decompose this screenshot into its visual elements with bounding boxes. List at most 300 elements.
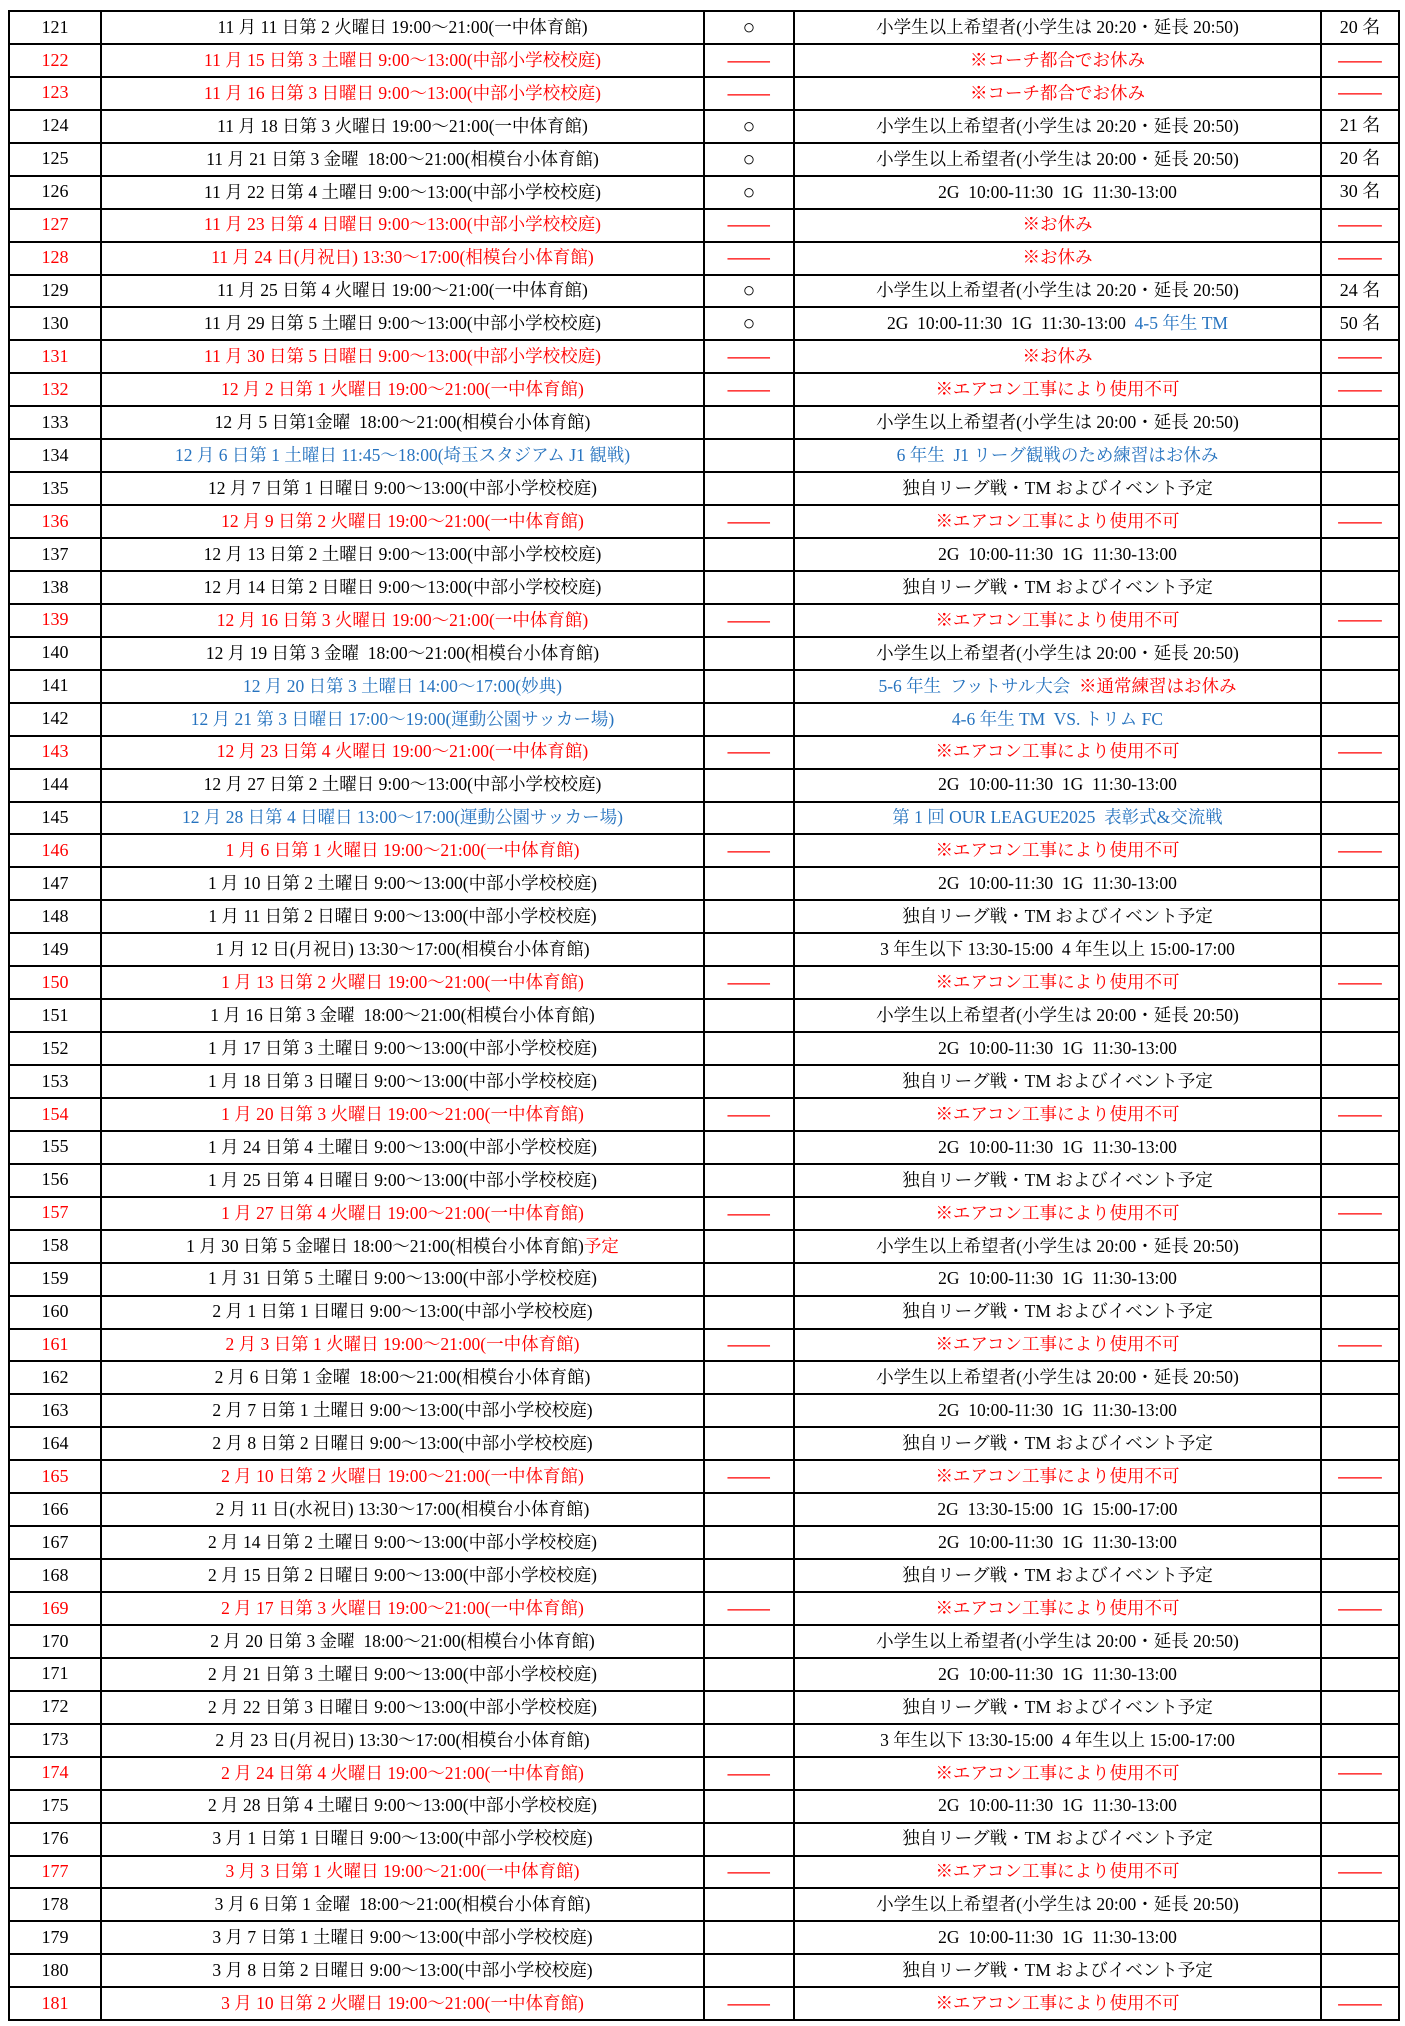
attendance-count [1321, 1559, 1399, 1592]
circle-mark: ○ [742, 278, 756, 303]
row-number: 172 [9, 1691, 101, 1724]
row-number: 148 [9, 900, 101, 933]
dash-mark: — [728, 609, 770, 630]
table-row [9, 604, 1399, 637]
session-detail [794, 373, 1321, 406]
table-row [9, 571, 1399, 604]
table-row [9, 933, 1399, 966]
date-time-venue [101, 1592, 704, 1625]
session-detail [794, 1987, 1321, 2020]
date-time-venue [101, 900, 704, 933]
row-number: 168 [9, 1559, 101, 1592]
text-segment: 12 月 7 日第 1 日曜日 9:00〜13:00(中部小学校校庭) [208, 477, 597, 498]
session-detail [794, 1625, 1321, 1658]
table-row [9, 505, 1399, 538]
row-number: 126 [9, 176, 101, 209]
text-segment: 1 月 6 日第 1 火曜日 19:00〜21:00(一中体育館) [225, 840, 580, 861]
text-segment: 小学生以上希望者(小学生は 20:00・延長 20:50) [876, 412, 1239, 433]
attendance-count [1321, 1131, 1399, 1164]
text-segment: 21 名 [1339, 115, 1381, 136]
held-marker [704, 406, 794, 439]
row-number: 134 [9, 439, 101, 472]
session-detail [794, 1921, 1321, 1954]
text-segment: 予定 [583, 1235, 619, 1256]
table-row [9, 867, 1399, 900]
text-segment: ※エアコン工事により使用不可 [935, 972, 1180, 993]
session-detail [794, 571, 1321, 604]
text-segment: 第 1 回 OUR LEAGUE2025 表彰式&交流戦 [892, 807, 1223, 828]
session-detail [794, 670, 1321, 703]
date-time-venue [101, 176, 704, 209]
session-detail [794, 1361, 1321, 1394]
held-marker [704, 209, 794, 242]
row-number: 151 [9, 999, 101, 1032]
session-detail [794, 176, 1321, 209]
row-number: 154 [9, 1098, 101, 1131]
session-detail [794, 1065, 1321, 1098]
attendance-count [1321, 834, 1399, 867]
text-segment: 50 名 [1339, 313, 1381, 333]
row-number: 132 [9, 373, 101, 406]
dash-mark: — [1338, 609, 1382, 630]
text-segment: 小学生以上希望者(小学生は 20:20・延長 20:50) [876, 115, 1239, 136]
attendance-count [1321, 1823, 1399, 1856]
text-segment: 2G 10:00-11:30 1G 11:30-13:00 [938, 181, 1177, 202]
attendance-count [1321, 275, 1399, 308]
row-number: 128 [9, 242, 101, 275]
row-number: 143 [9, 736, 101, 769]
held-marker [704, 1559, 794, 1592]
date-time-venue [101, 1065, 704, 1098]
held-marker [704, 769, 794, 802]
attendance-count [1321, 472, 1399, 505]
table-row [9, 406, 1399, 439]
row-number: 166 [9, 1493, 101, 1526]
date-time-venue [101, 1658, 704, 1691]
session-detail [794, 1098, 1321, 1131]
text-segment: 12 月 5 日第1金曜 18:00〜21:00(相模台小体育館) [214, 412, 591, 433]
held-marker [704, 1460, 794, 1493]
date-time-venue [101, 1427, 704, 1460]
row-number: 167 [9, 1526, 101, 1559]
attendance-count [1321, 1394, 1399, 1427]
schedule-table-body [9, 11, 1399, 2020]
session-detail [794, 802, 1321, 835]
attendance-count [1321, 1592, 1399, 1625]
session-detail [794, 1658, 1321, 1691]
row-number: 147 [9, 867, 101, 900]
text-segment: 独自リーグ戦・TM およびイベント予定 [902, 1070, 1213, 1091]
date-time-venue [101, 802, 704, 835]
text-segment: 24 名 [1339, 280, 1381, 301]
table-row [9, 373, 1399, 406]
text-segment: 11 月 15 日第 3 土曜日 9:00〜13:00(中部小学校校庭) [204, 49, 601, 70]
date-time-venue [101, 209, 704, 242]
table-row [9, 1823, 1399, 1856]
attendance-count [1321, 439, 1399, 472]
held-marker [704, 275, 794, 308]
session-detail [794, 143, 1321, 176]
text-segment: ※エアコン工事により使用不可 [935, 1202, 1180, 1223]
text-segment: 2 月 20 日第 3 金曜 18:00〜21:00(相模台小体育館) [210, 1630, 595, 1651]
row-number: 123 [9, 77, 101, 110]
table-row [9, 1559, 1399, 1592]
text-segment: 12 月 28 日第 4 日曜日 13:00〜17:00(運動公園サッカー場) [181, 807, 624, 828]
session-detail [794, 736, 1321, 769]
text-segment: 2G 10:00-11:30 1G 11:30-13:00 [938, 1400, 1177, 1421]
row-number: 160 [9, 1296, 101, 1329]
text-segment: 12 月 23 日第 4 火曜日 19:00〜21:00(一中体育館) [216, 741, 589, 762]
text-segment: 2 月 23 日(月祝日) 13:30〜17:00(相模台小体育館) [215, 1729, 590, 1750]
held-marker [704, 1329, 794, 1362]
attendance-count [1321, 1856, 1399, 1889]
row-number: 181 [9, 1987, 101, 2020]
text-segment: ※エアコン工事により使用不可 [935, 840, 1180, 861]
text-segment: 3 月 10 日第 2 火曜日 19:00〜21:00(一中体育館) [221, 1993, 584, 2014]
date-time-venue [101, 703, 704, 736]
dash-mark: — [1338, 378, 1382, 399]
text-segment: 12 月 9 日第 2 火曜日 19:00〜21:00(一中体育館) [221, 510, 584, 531]
dash-mark: — [1338, 1465, 1382, 1486]
text-segment: ※エアコン工事により使用不可 [935, 1466, 1180, 1487]
held-marker [704, 900, 794, 933]
circle-mark: ○ [742, 179, 756, 204]
date-time-venue [101, 1263, 704, 1296]
text-segment: 11 月 11 日第 2 火曜日 19:00〜21:00(一中体育館) [217, 16, 588, 37]
attendance-count [1321, 670, 1399, 703]
attendance-count [1321, 1691, 1399, 1724]
held-marker [704, 802, 794, 835]
table-row [9, 1757, 1399, 1790]
text-segment: 2G 10:00-11:30 1G 11:30-13:00 [938, 1268, 1177, 1289]
text-segment: 2 月 1 日第 1 日曜日 9:00〜13:00(中部小学校校庭) [212, 1301, 593, 1322]
row-number: 170 [9, 1625, 101, 1658]
row-number: 121 [9, 11, 101, 44]
row-number: 150 [9, 966, 101, 999]
attendance-count [1321, 1329, 1399, 1362]
dash-mark: — [728, 741, 770, 762]
row-number: 179 [9, 1921, 101, 1954]
attendance-count [1321, 406, 1399, 439]
text-segment: 11 月 30 日第 5 日曜日 9:00〜13:00(中部小学校校庭) [204, 346, 601, 367]
table-row [9, 1197, 1399, 1230]
date-time-venue [101, 1757, 704, 1790]
held-marker [704, 340, 794, 373]
attendance-count [1321, 1065, 1399, 1098]
row-number: 165 [9, 1460, 101, 1493]
attendance-count [1321, 1263, 1399, 1296]
session-detail [794, 406, 1321, 439]
attendance-count [1321, 538, 1399, 571]
text-segment: 2G 13:30-15:00 1G 15:00-17:00 [937, 1499, 1178, 1520]
session-detail [794, 1263, 1321, 1296]
session-detail [794, 472, 1321, 505]
session-detail [794, 11, 1321, 44]
table-row [9, 1790, 1399, 1823]
table-row [9, 1329, 1399, 1362]
table-row [9, 44, 1399, 77]
text-segment: 2G 10:00-11:30 1G 11:30-13:00 [938, 1927, 1177, 1948]
text-segment: ※エアコン工事により使用不可 [935, 379, 1180, 400]
held-marker [704, 604, 794, 637]
session-detail [794, 1394, 1321, 1427]
table-row [9, 1526, 1399, 1559]
text-segment: 2G 10:00-11:30 1G 11:30-13:00 [938, 543, 1177, 564]
date-time-venue [101, 307, 704, 340]
row-number: 124 [9, 110, 101, 143]
text-segment: 小学生以上希望者(小学生は 20:00・延長 20:50) [876, 148, 1239, 169]
held-marker [704, 77, 794, 110]
attendance-count [1321, 1098, 1399, 1131]
dash-mark: — [728, 972, 770, 993]
date-time-venue [101, 1493, 704, 1526]
text-segment: 11 月 23 日第 4 日曜日 9:00〜13:00(中部小学校校庭) [204, 214, 601, 235]
dash-mark: — [1338, 1861, 1382, 1882]
attendance-count [1321, 176, 1399, 209]
attendance-count [1321, 571, 1399, 604]
attendance-count [1321, 11, 1399, 44]
table-row [9, 1230, 1399, 1263]
attendance-count [1321, 999, 1399, 1032]
text-segment: 2 月 8 日第 2 日曜日 9:00〜13:00(中部小学校校庭) [212, 1433, 593, 1454]
attendance-count [1321, 1427, 1399, 1460]
text-segment: 2 月 14 日第 2 土曜日 9:00〜13:00(中部小学校校庭) [208, 1531, 597, 1552]
text-segment: 1 月 25 日第 4 日曜日 9:00〜13:00(中部小学校校庭) [208, 1169, 597, 1190]
date-time-venue [101, 505, 704, 538]
row-number: 125 [9, 143, 101, 176]
held-marker [704, 1790, 794, 1823]
row-number: 139 [9, 604, 101, 637]
date-time-venue [101, 1790, 704, 1823]
date-time-venue [101, 143, 704, 176]
session-detail [794, 1296, 1321, 1329]
attendance-count [1321, 736, 1399, 769]
dash-mark: — [1338, 971, 1382, 992]
text-segment: 2 月 7 日第 1 土曜日 9:00〜13:00(中部小学校校庭) [212, 1400, 593, 1421]
table-row [9, 802, 1399, 835]
text-segment: 12 月 14 日第 2 日曜日 9:00〜13:00(中部小学校校庭) [203, 576, 602, 597]
attendance-count [1321, 637, 1399, 670]
held-marker [704, 1493, 794, 1526]
text-segment: 20 名 [1339, 148, 1381, 169]
held-marker [704, 242, 794, 275]
date-time-venue [101, 1131, 704, 1164]
dash-mark: — [1338, 1992, 1382, 2013]
text-segment: 4-6 年生 TM VS. トリム FC [951, 708, 1164, 729]
held-marker [704, 999, 794, 1032]
text-segment: 2 月 17 日第 3 火曜日 19:00〜21:00(一中体育館) [221, 1597, 584, 1618]
row-number: 140 [9, 637, 101, 670]
date-time-venue [101, 867, 704, 900]
text-segment: 12 月 19 日第 3 金曜 18:00〜21:00(相模台小体育館) [205, 642, 600, 663]
held-marker [704, 11, 794, 44]
attendance-count [1321, 209, 1399, 242]
schedule-table [8, 10, 1400, 2021]
row-number: 137 [9, 538, 101, 571]
text-segment: 12 月 27 日第 2 土曜日 9:00〜13:00(中部小学校校庭) [203, 774, 602, 795]
held-marker [704, 307, 794, 340]
session-detail [794, 44, 1321, 77]
session-detail [794, 1032, 1321, 1065]
dash-mark: — [1338, 247, 1382, 268]
table-row [9, 1361, 1399, 1394]
table-row [9, 1065, 1399, 1098]
table-row [9, 703, 1399, 736]
held-marker [704, 143, 794, 176]
text-segment: 1 月 10 日第 2 土曜日 9:00〜13:00(中部小学校校庭) [208, 873, 597, 894]
table-row [9, 110, 1399, 143]
attendance-count [1321, 604, 1399, 637]
text-segment: 独自リーグ戦・TM およびイベント予定 [902, 1960, 1213, 1981]
text-segment: 11 月 16 日第 3 日曜日 9:00〜13:00(中部小学校校庭) [204, 82, 601, 103]
table-row [9, 1427, 1399, 1460]
text-segment: 小学生以上希望者(小学生は 20:20・延長 20:50) [876, 16, 1239, 37]
text-segment: 6 年生 J1 リーグ観戦のため練習はお休み [896, 445, 1219, 466]
date-time-venue [101, 769, 704, 802]
attendance-count [1321, 1625, 1399, 1658]
date-time-venue [101, 1921, 704, 1954]
text-segment: 3 年生以下 13:30-15:00 4 年生以上 15:00-17:00 [880, 1729, 1235, 1750]
text-segment: 2 月 15 日第 2 日曜日 9:00〜13:00(中部小学校校庭) [208, 1564, 597, 1585]
text-segment: 小学生以上希望者(小学生は 20:00・延長 20:50) [876, 1367, 1239, 1388]
table-row [9, 1394, 1399, 1427]
row-number: 141 [9, 670, 101, 703]
held-marker [704, 670, 794, 703]
table-row [9, 637, 1399, 670]
date-time-venue [101, 1888, 704, 1921]
row-number: 138 [9, 571, 101, 604]
attendance-count [1321, 1230, 1399, 1263]
text-segment: 12 月 2 日第 1 火曜日 19:00〜21:00(一中体育館) [221, 379, 584, 400]
session-detail [794, 439, 1321, 472]
held-marker [704, 1361, 794, 1394]
date-time-venue [101, 472, 704, 505]
text-segment: 1 月 31 日第 5 土曜日 9:00〜13:00(中部小学校校庭) [208, 1268, 597, 1289]
table-row [9, 966, 1399, 999]
session-detail [794, 769, 1321, 802]
text-segment: 2G 10:00-11:30 1G 11:30-13:00 [938, 1795, 1177, 1816]
attendance-count [1321, 703, 1399, 736]
dash-mark: — [728, 214, 770, 235]
date-time-venue [101, 1823, 704, 1856]
session-detail [794, 1164, 1321, 1197]
held-marker [704, 1065, 794, 1098]
dash-mark: — [1338, 1202, 1382, 1223]
text-segment: 1 月 20 日第 3 火曜日 19:00〜21:00(一中体育館) [221, 1103, 584, 1124]
held-marker [704, 1724, 794, 1757]
text-segment: 1 月 13 日第 2 火曜日 19:00〜21:00(一中体育館) [221, 972, 584, 993]
held-marker [704, 373, 794, 406]
session-detail [794, 1460, 1321, 1493]
dash-mark: — [728, 1597, 770, 1618]
date-time-venue [101, 538, 704, 571]
session-detail [794, 340, 1321, 373]
text-segment: 11 月 29 日第 5 土曜日 9:00〜13:00(中部小学校校庭) [204, 313, 601, 334]
text-segment: 20 名 [1339, 16, 1381, 37]
table-row [9, 670, 1399, 703]
dash-mark: — [1338, 345, 1382, 366]
text-segment: 2G 10:00-11:30 1G 11:30-13:00 [938, 774, 1177, 795]
row-number: 152 [9, 1032, 101, 1065]
text-segment: 2 月 10 日第 2 火曜日 19:00〜21:00(一中体育館) [221, 1466, 584, 1487]
attendance-count [1321, 44, 1399, 77]
held-marker [704, 1757, 794, 1790]
row-number: 174 [9, 1757, 101, 1790]
row-number: 149 [9, 933, 101, 966]
row-number: 157 [9, 1197, 101, 1230]
dash-mark: — [728, 1202, 770, 1223]
text-segment: 1 月 18 日第 3 日曜日 9:00〜13:00(中部小学校校庭) [208, 1070, 597, 1091]
table-row [9, 340, 1399, 373]
session-detail [794, 1888, 1321, 1921]
table-row [9, 1921, 1399, 1954]
row-number: 131 [9, 340, 101, 373]
table-row [9, 1954, 1399, 1987]
text-segment: ※エアコン工事により使用不可 [935, 1861, 1180, 1882]
session-detail [794, 999, 1321, 1032]
held-marker [704, 1230, 794, 1263]
table-row [9, 1098, 1399, 1131]
text-segment: 5-6 年生 フットサル大会 [878, 675, 1080, 696]
text-segment: 2G 10:00-11:30 1G 11:30-13:00 [938, 1531, 1177, 1552]
held-marker [704, 1954, 794, 1987]
table-row [9, 1131, 1399, 1164]
row-number: 162 [9, 1361, 101, 1394]
table-row [9, 1658, 1399, 1691]
row-number: 155 [9, 1131, 101, 1164]
session-detail [794, 275, 1321, 308]
date-time-venue [101, 1329, 704, 1362]
attendance-count [1321, 1032, 1399, 1065]
circle-mark: ○ [742, 113, 756, 138]
date-time-venue [101, 1559, 704, 1592]
table-row [9, 1724, 1399, 1757]
table-row [9, 1625, 1399, 1658]
date-time-venue [101, 1197, 704, 1230]
held-marker [704, 966, 794, 999]
held-marker [704, 1921, 794, 1954]
table-row [9, 900, 1399, 933]
dash-mark: — [1338, 82, 1382, 103]
text-segment: 小学生以上希望者(小学生は 20:20・延長 20:50) [876, 280, 1239, 301]
attendance-count [1321, 1954, 1399, 1987]
text-segment: 独自リーグ戦・TM およびイベント予定 [902, 906, 1213, 927]
held-marker [704, 1856, 794, 1889]
dash-mark: — [1338, 1762, 1382, 1783]
row-number: 177 [9, 1856, 101, 1889]
session-detail [794, 1230, 1321, 1263]
held-marker [704, 834, 794, 867]
dash-mark: — [728, 1466, 770, 1487]
table-row [9, 1987, 1399, 2020]
session-detail [794, 1559, 1321, 1592]
attendance-count [1321, 1296, 1399, 1329]
date-time-venue [101, 1296, 704, 1329]
attendance-count [1321, 77, 1399, 110]
attendance-count [1321, 1658, 1399, 1691]
held-marker [704, 703, 794, 736]
row-number: 175 [9, 1790, 101, 1823]
text-segment: 1 月 24 日第 4 土曜日 9:00〜13:00(中部小学校校庭) [208, 1136, 597, 1157]
date-time-venue [101, 1098, 704, 1131]
text-segment: 小学生以上希望者(小学生は 20:00・延長 20:50) [876, 1630, 1239, 1651]
dash-mark: — [1338, 49, 1382, 70]
date-time-venue [101, 1856, 704, 1889]
dash-mark: — [728, 82, 770, 103]
date-time-venue [101, 637, 704, 670]
session-detail [794, 209, 1321, 242]
row-number: 127 [9, 209, 101, 242]
